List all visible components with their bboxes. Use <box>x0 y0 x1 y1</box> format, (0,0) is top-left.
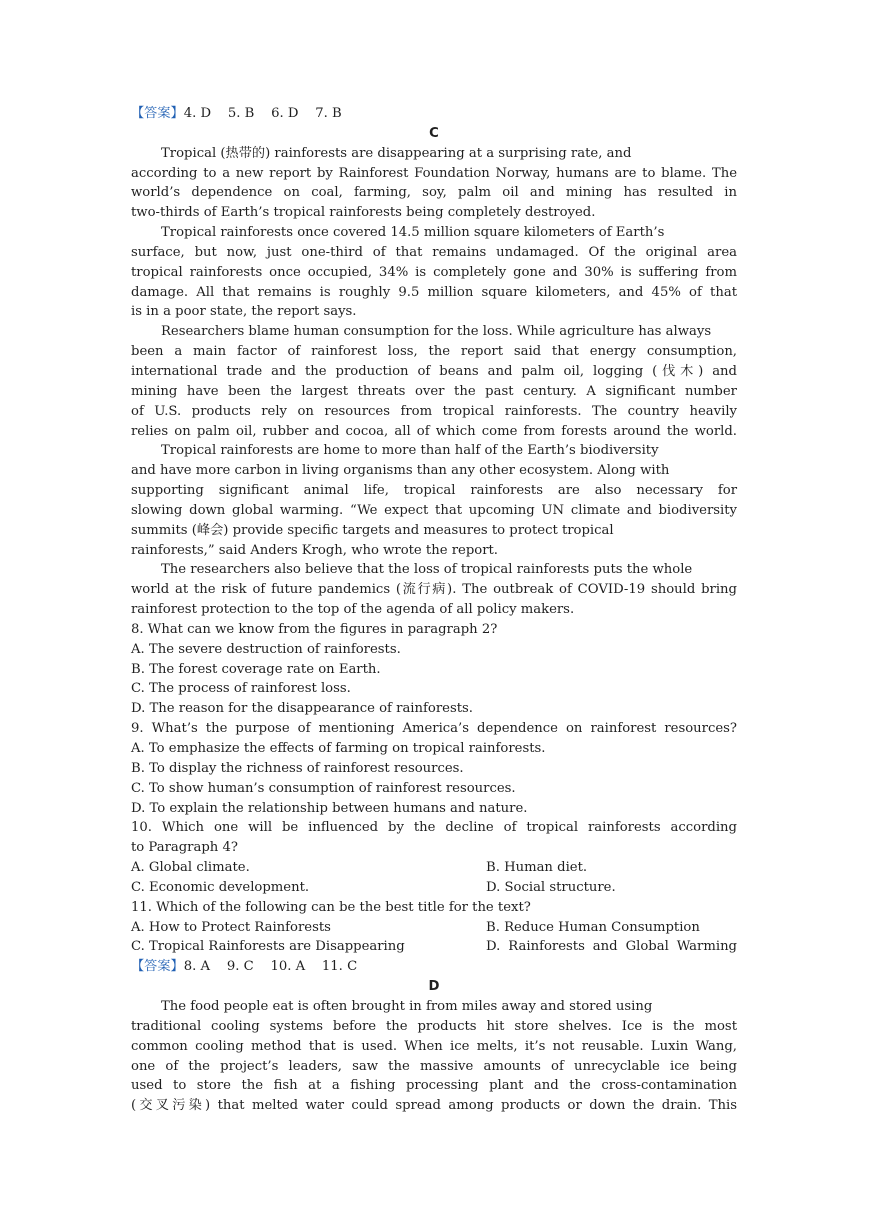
passage-d-line: traditional cooling systems before the products hit store shelves. Ice is the most <box>131 1018 737 1034</box>
question-11-option-c: C. Tropical Rainforests are Disappearing <box>131 939 405 955</box>
passage-d-line: (交叉污染) that melted water could spread among products or down the drain. This <box>131 1098 737 1114</box>
question-8: 8. What can we know from the figures in paragraph 2? <box>131 621 498 637</box>
question-8-option-c: C. The process of rainforest loss. <box>131 681 351 697</box>
passage-c-line: according to a new report by Rainforest Foundation Norway, humans are to blame. The <box>131 165 737 181</box>
passage-c-line: slowing down global warming. “We expect that upcoming UN climate and biodiversity <box>131 502 737 518</box>
question-11: 11. Which of the following can be the best title for the text? <box>131 899 531 915</box>
answer-tag: 【答案】 <box>131 106 184 121</box>
passage-c-line: tropical rainforests once occupied, 34% is completely gone and 30% is suffering from <box>131 264 737 280</box>
passage-c-line: of U.S. products rely on resources from tropical rainforests. The country heavily <box>131 403 737 419</box>
question-10: 10. Which one will be influenced by the decline of tropical rainforests according <box>131 820 737 836</box>
question-10-options-row-2 <box>131 878 737 898</box>
question-9-option-c: C. To show human’s consumption of rainforest resources. <box>131 780 516 796</box>
question-10-options-row-1 <box>131 858 737 878</box>
passage-c-line: relies on palm oil, rubber and cocoa, all of which come from forests around the world. <box>131 423 737 439</box>
question-10-option-b: B. Human diet. <box>486 860 588 876</box>
question-11-option-b: B. Reduce Human Consumption <box>486 919 700 935</box>
passage-c-line: world’s dependence on coal, farming, soy, palm oil and mining has resulted in <box>131 185 737 201</box>
section-c-passage <box>131 144 737 620</box>
question-11-options-row-1 <box>131 918 737 938</box>
passage-c-line: summits (峰会) provide specific targets and measures to protect tropical <box>131 522 614 538</box>
question-10-option-a: A. Global climate. <box>131 860 250 876</box>
question-10-option-c: C. Economic development. <box>131 879 310 895</box>
question-11-option-a: A. How to Protect Rainforests <box>131 919 331 935</box>
passage-c-line: international trade and the production of beans and palm oil, logging (伐木) and <box>131 363 737 379</box>
passage-c-line: and have more carbon in living organisms than any other ecosystem. Along with <box>131 463 670 479</box>
question-11-option-d: D. Rainforests and Global Warming <box>486 939 737 955</box>
passage-c-line: The researchers also believe that the loss of tropical rainforests puts the whole <box>161 562 693 578</box>
section-heading-c: C <box>429 125 439 141</box>
question-9-option-b: B. To display the richness of rainforest resources. <box>131 760 464 776</box>
question-8-option-d: D. The reason for the disappearance of rainforests. <box>131 701 473 717</box>
answer-text: 8. A 9. C 10. A 11. C <box>183 959 358 975</box>
question-10-continued: to Paragraph 4? <box>131 840 238 856</box>
passage-c-line: supporting significant animal life, tropical rainforests are also necessary for <box>131 483 737 499</box>
passage-c-line: world at the risk of future pandemics (流行病). The outbreak of COVID-19 should bring <box>131 582 737 598</box>
section-heading-d: D <box>428 979 440 995</box>
passage-c-line: Tropical rainforests are home to more than half of the Earth’s biodiversity <box>161 443 659 459</box>
passage-d-line: common cooling method that is used. When ice melts, it’s not reusable. Luxin Wang, <box>131 1038 737 1054</box>
passage-c-line: Researchers blame human consumption for the loss. While agriculture has always <box>161 324 712 340</box>
answer-text: 4. D 5. B 6. D 7. B <box>183 106 342 121</box>
question-8-option-b: B. The forest coverage rate on Earth. <box>131 661 381 677</box>
question-9-option-d: D. To explain the relationship between humans and nature. <box>131 800 528 816</box>
passage-c-line: two-thirds of Earth’s tropical rainforests being completely destroyed. <box>131 205 596 221</box>
passage-c-line: been a main factor of rainforest loss, the report said that energy consumption, <box>131 344 737 360</box>
passage-c-line: damage. All that remains is roughly 9.5 million square kilometers, and 45% of that <box>131 284 737 300</box>
answer-line-2 <box>131 957 737 977</box>
passage-c-line: surface, but now, just one-third of that remains undamaged. Of the original area <box>131 244 737 260</box>
question-9: 9. What’s the purpose of mentioning America’s dependence on rainforest resources? <box>131 721 737 737</box>
passage-c-line: Tropical rainforests once covered 14.5 million square kilometers of Earth’s <box>161 225 665 241</box>
passage-c-line: Tropical (热带的) rainforests are disappearing at a surprising rate, and <box>161 145 632 161</box>
passage-d-line: one of the project’s leaders, saw the massive amounts of unrecyclable ice being <box>131 1058 737 1074</box>
passage-c-line: rainforest protection to the top of the agenda of all policy makers. <box>131 602 575 618</box>
answer-tag: 【答案】 <box>131 959 184 975</box>
document-page <box>131 104 737 1116</box>
passage-d-line: The food people eat is often brought in from miles away and stored using <box>161 998 653 1014</box>
question-8-option-a: A. The severe destruction of rainforests. <box>131 641 401 657</box>
passage-c-line: rainforests,” said Anders Krogh, who wrote the report. <box>131 542 499 558</box>
answer-line-1 <box>131 104 737 124</box>
question-9-option-a: A. To emphasize the effects of farming on tropical rainforests. <box>131 741 546 756</box>
question-10-option-d: D. Social structure. <box>486 879 616 895</box>
passage-c-line: mining have been the largest threats over the past century. A significant number <box>131 383 737 399</box>
question-11-options-row-2 <box>131 937 737 957</box>
passage-d-line: used to store the fish at a fishing processing plant and the cross-contamination <box>131 1078 737 1094</box>
passage-c-line: is in a poor state, the report says. <box>131 304 357 320</box>
